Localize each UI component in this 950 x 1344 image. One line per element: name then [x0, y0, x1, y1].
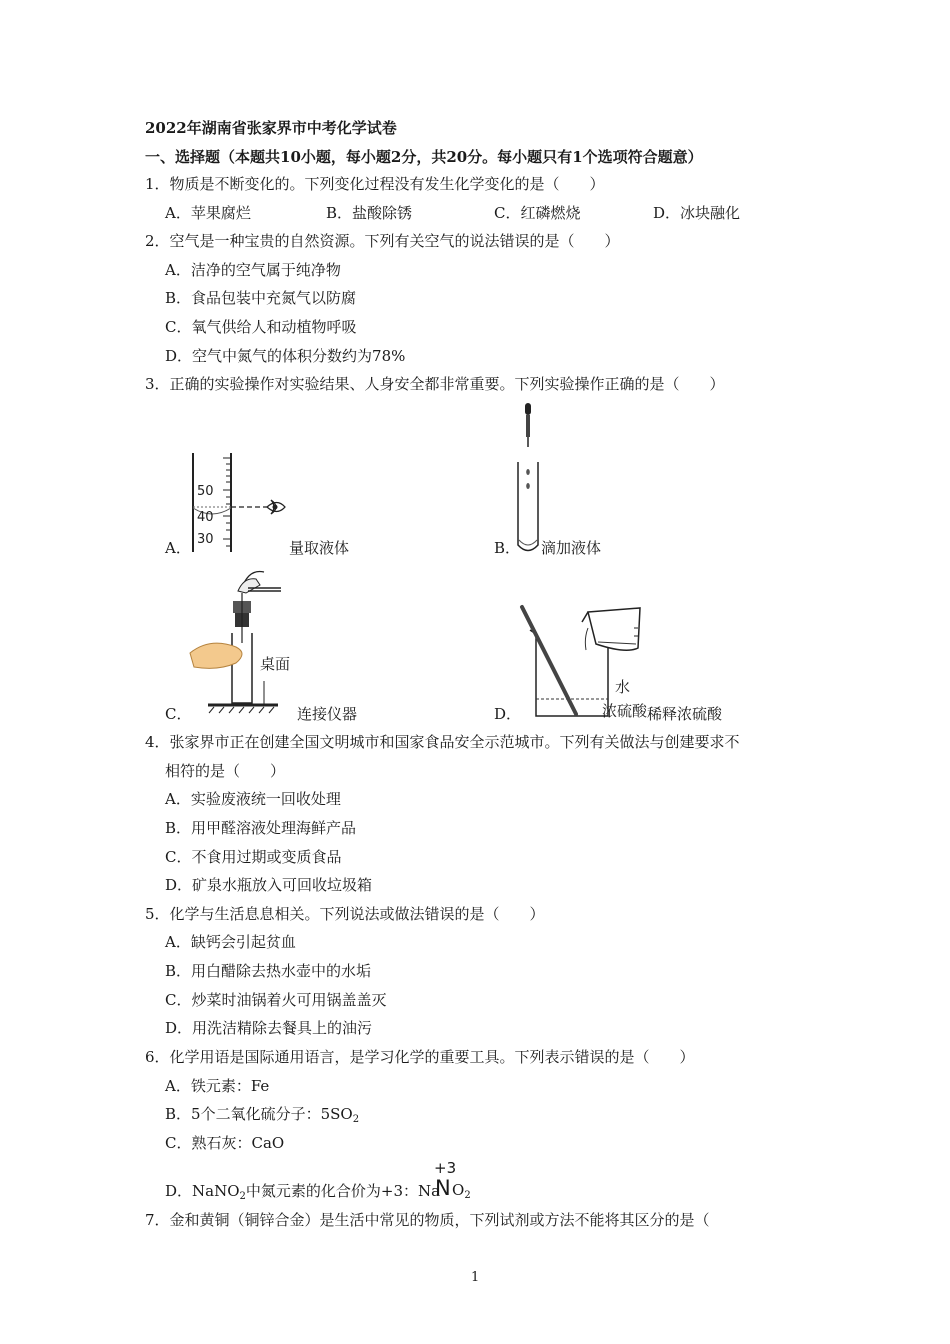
- nitrogen-symbol: N: [435, 1176, 451, 1200]
- q3-option-a-caption: 量取液体: [289, 539, 350, 557]
- q3-option-d-caption: 稀释浓硫酸: [647, 705, 723, 723]
- question-3-stem: 3．正确的实验操作对实验结果、人身安全都非常重要。下列实验操作正确的是（ ）: [145, 375, 725, 393]
- q4-option-d: D．矿泉水瓶放入可回收垃圾箱: [165, 876, 373, 894]
- q6-option-b: [165, 1104, 359, 1130]
- graduated-cylinder-figure: [185, 450, 290, 555]
- q3-option-c-letter: C．: [165, 705, 192, 723]
- water-label: 水: [615, 678, 631, 696]
- q3-option-b-caption: 滴加液体: [541, 539, 602, 557]
- q2-option-b: B．食品包装中充氮气以防腐: [165, 289, 357, 307]
- q2-option-a: A．洁净的空气属于纯净物: [165, 261, 341, 279]
- q5-option-b: B．用白醋除去热水壶中的水垢: [165, 962, 372, 980]
- q1-option-d: D．冰块融化: [653, 204, 741, 222]
- question-1-stem: 1．物质是不断变化的。下列变化过程没有发生化学变化的是（ ）: [145, 175, 605, 193]
- valence-label: +3: [434, 1159, 457, 1177]
- q4-option-c: C．不食用过期或变质食品: [165, 848, 342, 866]
- question-2-stem: 2．空气是一种宝贵的自然资源。下列有关空气的说法错误的是（ ）: [145, 232, 620, 250]
- q1-option-a: A．苹果腐烂: [165, 204, 251, 222]
- desk-label: 桌面: [260, 655, 291, 673]
- q6-option-b-subscript: 2: [352, 1114, 360, 1125]
- section-heading: 一、选择题（本题共10小题，每小题2分，共20分。每小题只有1个选项符合题意）: [145, 148, 703, 166]
- tick-label-40: 40: [197, 510, 214, 525]
- q6-option-d-pre: D．NaNO: [165, 1182, 240, 1200]
- oxygen-symbol: O: [452, 1181, 465, 1199]
- question-6-stem: 6．化学用语是国际通用语言，是学习化学的重要工具。下列表示错误的是（ ）: [145, 1048, 695, 1066]
- dropper-test-tube-figure: [512, 400, 544, 556]
- q3-option-a-letter: A．: [165, 539, 191, 557]
- q6-option-d: [165, 1181, 440, 1207]
- question-4-stem-line1: 4．张家界市正在创建全国文明城市和国家食品安全示范城市。下列有关做法与创建要求不: [145, 733, 740, 751]
- connect-apparatus-figure: [186, 563, 296, 718]
- exam-title: 2022年湖南省张家界市中考化学试卷: [145, 119, 397, 137]
- q6-option-d-mid: 中氮元素的化合价为+3：Na: [245, 1182, 441, 1200]
- q3-option-c-caption: 连接仪器: [297, 705, 358, 723]
- oxygen-formula: [452, 1181, 471, 1201]
- q1-option-b: B．盐酸除锈: [326, 204, 413, 222]
- question-4-stem-line2: 相符的是（ ）: [165, 762, 286, 780]
- q2-option-d: D．空气中氮气的体积分数约为78%: [165, 347, 406, 365]
- q4-option-a: A．实验废液统一回收处理: [165, 790, 341, 808]
- page-number: 1: [471, 1270, 480, 1285]
- q4-option-b: B．用甲醛溶液处理海鲜产品: [165, 819, 357, 837]
- q2-option-c: C．氧气供给人和动植物呼吸: [165, 318, 357, 336]
- q6-option-c: C．熟石灰：CaO: [165, 1134, 285, 1152]
- dilute-acid-figure: [516, 604, 661, 724]
- q1-option-c: C．红磷燃烧: [494, 204, 581, 222]
- tick-label-30: 30: [197, 532, 214, 547]
- q5-option-c: C．炒菜时油锅着火可用锅盖盖灭: [165, 991, 387, 1009]
- conc-acid-label: 浓硫酸: [602, 702, 648, 720]
- q6-option-a: A．铁元素：Fe: [165, 1077, 270, 1095]
- oxygen-subscript: 2: [464, 1190, 471, 1201]
- q3-option-d-letter: D．: [494, 705, 522, 723]
- question-7-stem: 7．金和黄铜（铜锌合金）是生活中常见的物质，下列试剂或方法不能将其区分的是（: [145, 1211, 710, 1229]
- q6-option-d-sub: 2: [239, 1191, 246, 1202]
- q5-option-a: A．缺钙会引起贫血: [165, 933, 296, 951]
- question-5-stem: 5．化学与生活息息相关。下列说法或做法错误的是（ ）: [145, 905, 545, 923]
- tick-label-50: 50: [197, 484, 214, 499]
- q5-option-d: D．用洗洁精除去餐具上的油污: [165, 1019, 373, 1037]
- q6-option-b-text: B．5个二氧化硫分子：5SO: [165, 1105, 353, 1123]
- q3-option-b-letter: B．: [494, 539, 521, 557]
